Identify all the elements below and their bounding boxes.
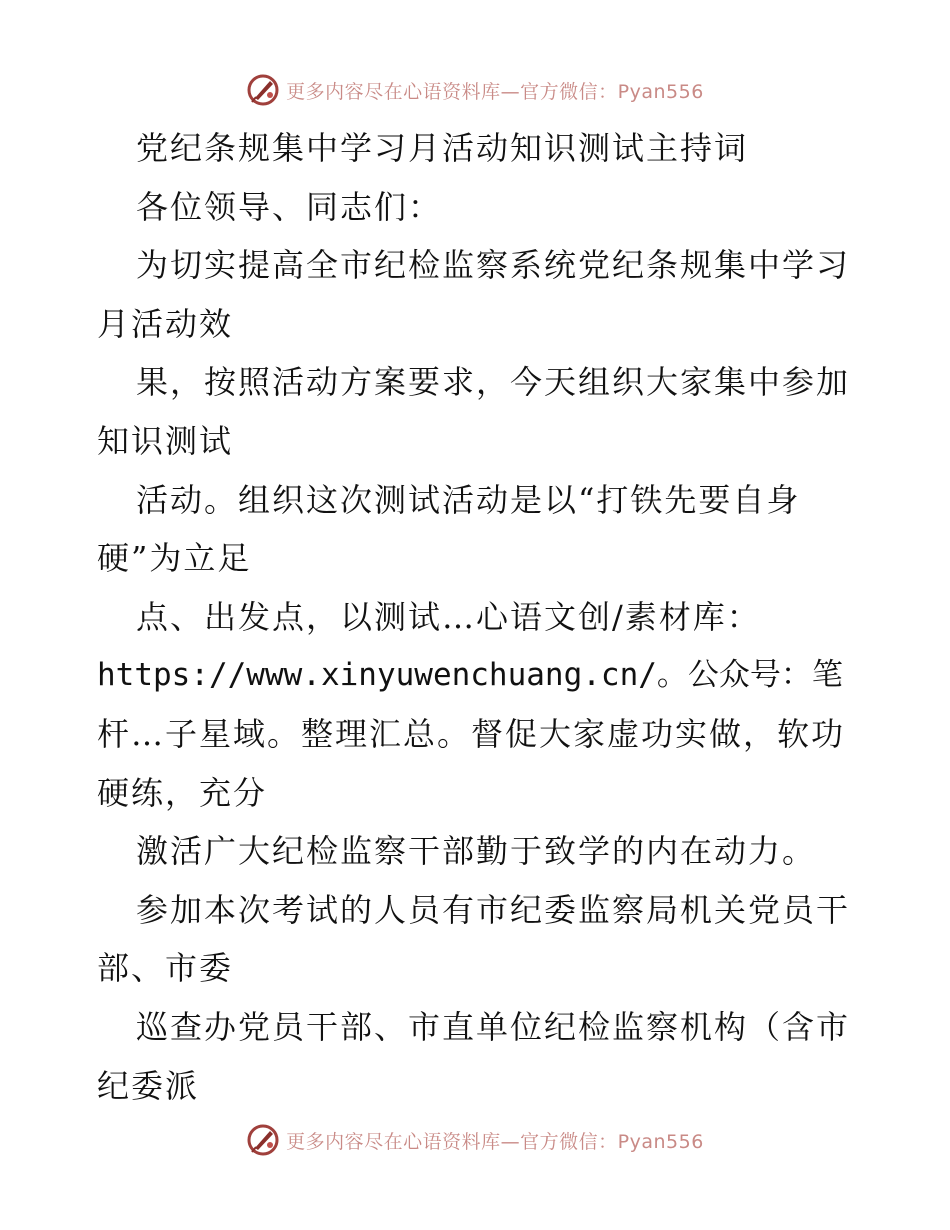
watermark-text: 更多内容尽在心语资料库—官方微信：Pyan556 bbox=[286, 80, 704, 103]
document-body bbox=[97, 119, 857, 1115]
salutation: 各位领导、同志们： bbox=[136, 187, 443, 226]
text-line: 果，按照活动方案要求，今天组织大家集中参加 bbox=[136, 363, 851, 402]
text-line: 硬”为立足 bbox=[97, 539, 252, 578]
text-line: 活动。组织这次测试活动是以“打铁先要自身 bbox=[136, 480, 801, 519]
watermark-text: 更多内容尽在心语资料库—官方微信：Pyan556 bbox=[286, 1130, 704, 1153]
header-watermark bbox=[0, 70, 950, 110]
text-line: 点、出发点，以测试…心语文创/素材库： bbox=[136, 597, 761, 636]
text-line: 硬练，充分 bbox=[97, 773, 268, 812]
text-line: 激活广大纪检监察干部勤于致学的内在动力。 bbox=[136, 832, 817, 871]
text-line: 参加本次考试的人员有市纪委监察局机关党员干 bbox=[136, 890, 851, 929]
text-line: 月活动效 bbox=[97, 304, 234, 343]
text-line: 纪委派 bbox=[97, 1066, 200, 1105]
footer-watermark bbox=[0, 1120, 950, 1160]
quill-circle-logo-icon bbox=[246, 73, 280, 107]
document-title: 党纪条规集中学习月活动知识测试主持词 bbox=[136, 129, 749, 167]
text-line: 知识测试 bbox=[97, 421, 234, 460]
quill-circle-logo-icon bbox=[246, 1123, 280, 1157]
text-line: 杆…子星域。整理汇总。督促大家虚功实做，软功 bbox=[97, 714, 846, 753]
text-line: 巡查办党员干部、市直单位纪检监察机构（含市 bbox=[136, 1007, 851, 1046]
text-line: 为切实提高全市纪检监察系统党纪条规集中学习 bbox=[136, 246, 851, 285]
text-line-url: https://www.xinyuwenchuang.cn/。公众号：笔 bbox=[97, 657, 843, 694]
text-line: 部、市委 bbox=[97, 949, 234, 988]
